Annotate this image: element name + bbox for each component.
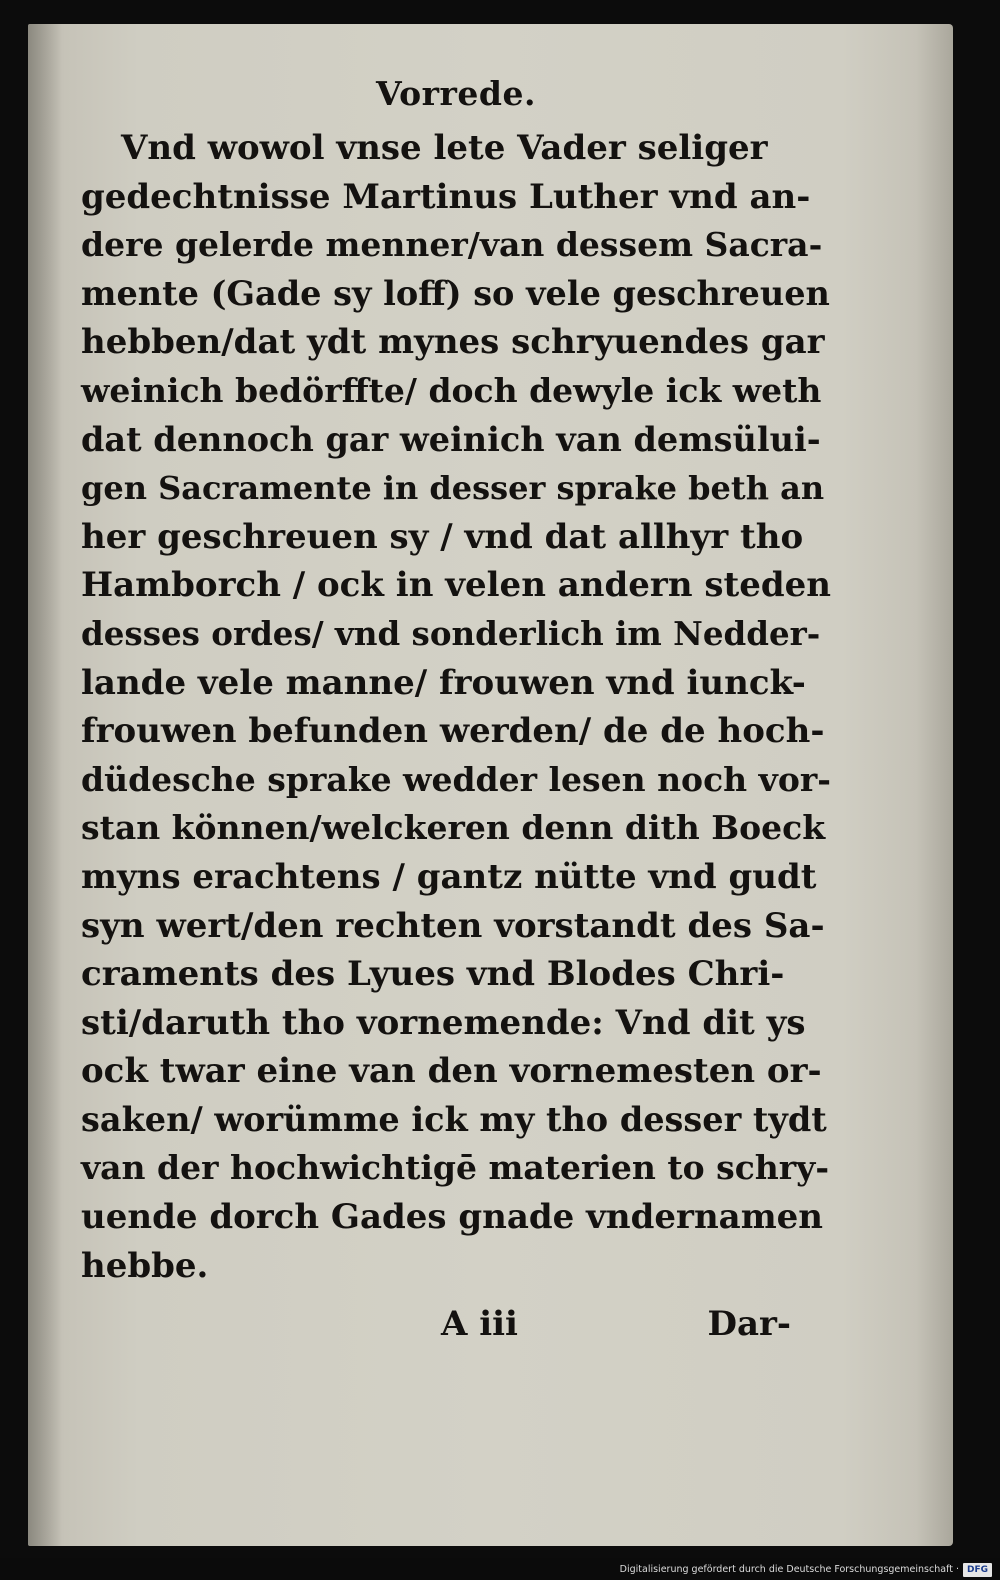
dfg-logo: DFG bbox=[963, 1563, 992, 1577]
text-line: mente (Gade sy loff) so vele geschreuen bbox=[81, 273, 830, 313]
text-line: van der hochwichtigē materien to schry- bbox=[81, 1148, 830, 1188]
text-block bbox=[81, 64, 831, 1354]
footer-bar bbox=[0, 1558, 1000, 1580]
text-line: hebben/dat ydt mynes schryuendes gar bbox=[81, 322, 825, 363]
text-line: dere gelerde menner/van dessem Sacra- bbox=[81, 225, 823, 265]
funding-credit: Digitalisierung gefördert durch die Deutsche Forschungsgemeinschaft · bbox=[619, 1564, 959, 1575]
text-line: düdesche sprake wedder lesen noch vor- bbox=[81, 759, 831, 799]
text-line: frouwen befunden werden/ de de hoch- bbox=[81, 711, 825, 752]
running-head: Vorrede. bbox=[376, 74, 536, 113]
text-line: syn wert/den rechten vorstandt des Sa- bbox=[81, 905, 825, 946]
catchword: Dar- bbox=[707, 1304, 791, 1345]
page-footer bbox=[81, 1294, 831, 1354]
text-line: stan können/welckeren denn dith Boeck bbox=[81, 808, 826, 848]
text-line: sti/daruth tho vornemende: Vnd dit ys bbox=[81, 1002, 806, 1043]
text-line: weinich bedörffte/ doch dewyle ick weth bbox=[81, 370, 822, 410]
text-line: dat dennoch gar weinich van demsülui- bbox=[81, 419, 821, 459]
gutter-shadow bbox=[28, 24, 62, 1546]
text-line: her geschreuen sy / vnd dat allhyr tho bbox=[81, 516, 804, 557]
text-line: hebbe. bbox=[81, 1245, 209, 1286]
text-line: ock twar eine van den vornemesten or- bbox=[81, 1051, 822, 1092]
text-line: gedechtnisse Martinus Luther vnd an- bbox=[81, 176, 811, 217]
text-line: desses ordes/ vnd sonderlich im Nedder- bbox=[81, 613, 821, 653]
signature-mark: A iii bbox=[441, 1304, 518, 1345]
text-line: uende dorch Gades gnade vndernamen bbox=[81, 1197, 824, 1238]
text-line: Vnd wowol vnse lete Vader seliger bbox=[121, 128, 768, 168]
body-text bbox=[81, 124, 831, 1290]
text-line: craments des Lyues vnd Blodes Chri- bbox=[81, 954, 785, 995]
book-page bbox=[28, 24, 953, 1546]
text-line: saken/ worümme ick my tho desser tydt bbox=[81, 1099, 827, 1139]
text-line: myns erachtens / gantz nütte vnd gudt bbox=[81, 856, 817, 897]
text-line: gen Sacramente in desser sprake beth an bbox=[81, 469, 825, 508]
text-line: lande vele manne/ frouwen vnd iunck- bbox=[81, 662, 806, 703]
text-line: Hamborch / ock in velen andern steden bbox=[81, 565, 831, 606]
